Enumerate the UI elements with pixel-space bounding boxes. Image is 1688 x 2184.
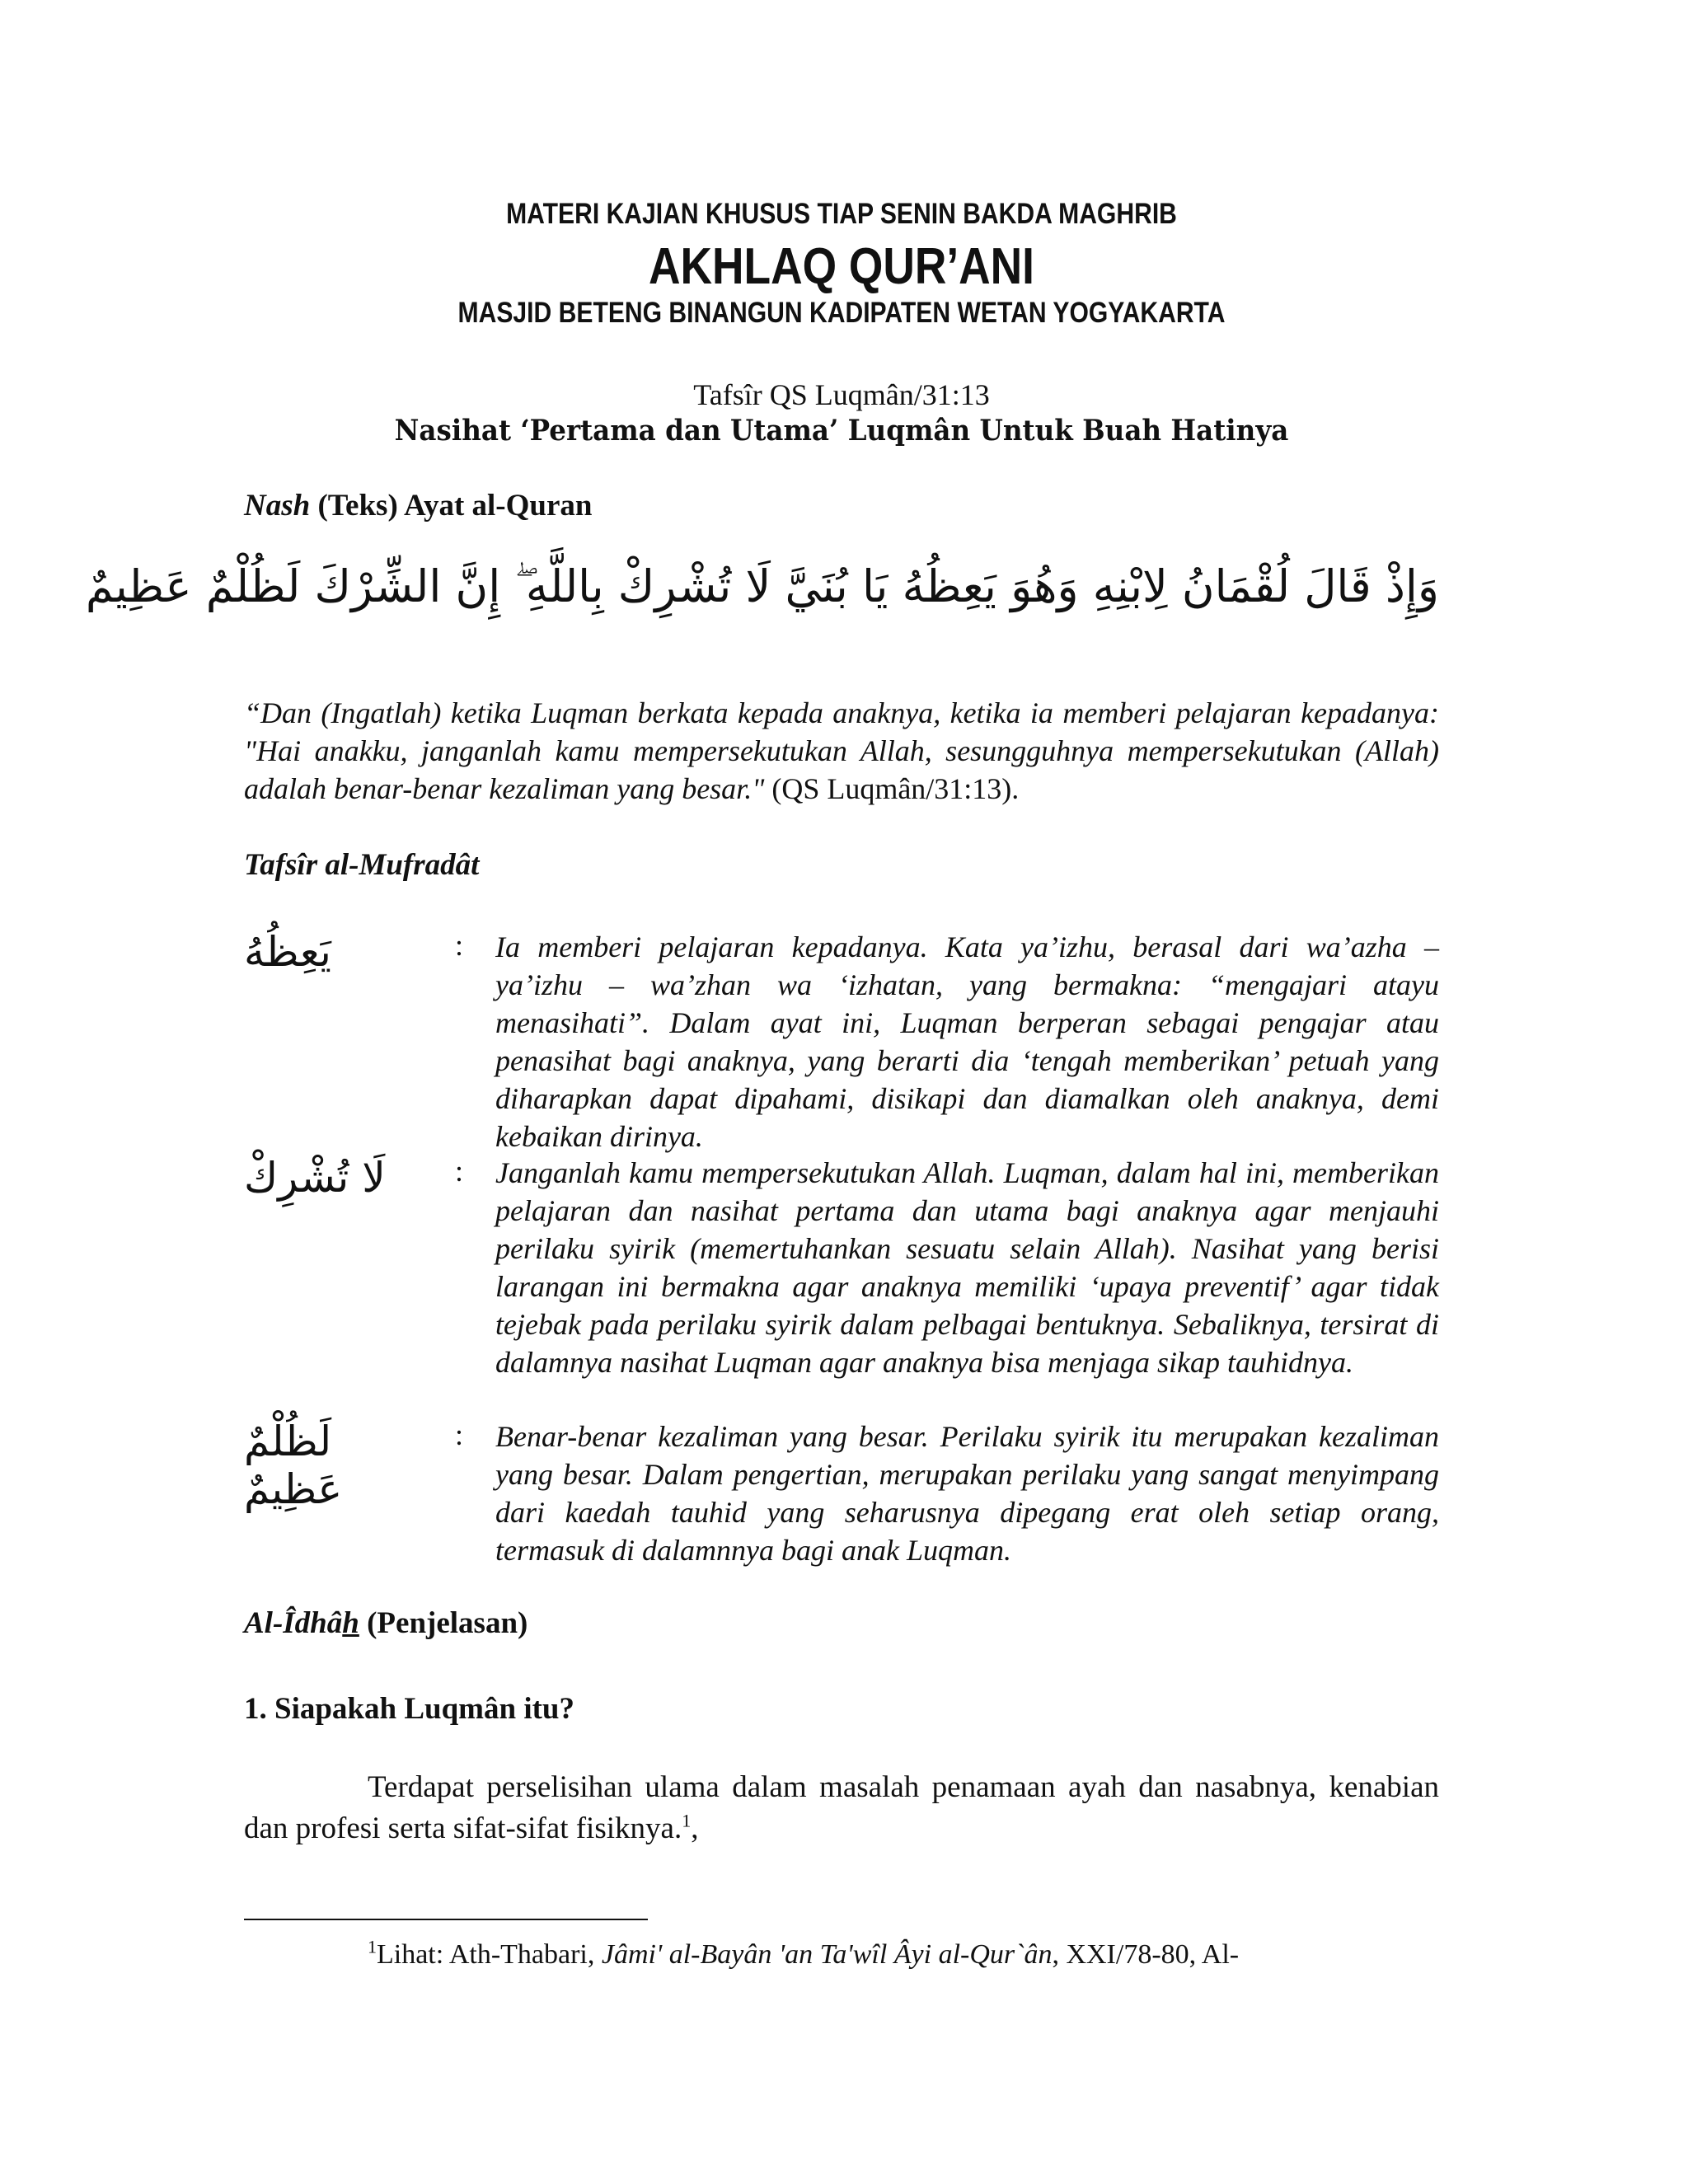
mufradat-definition: Ia memberi pelajaran kepadanya. Kata ya’izhu, berasal dari wa’azha – ya’izhu – wa’zhan wa ‘izhatan, yang bermakna: “mengajari atayu menasihati”. Dalam ayat ini, Luqman berperan sebagai pengajar atau penasihat bagi anaknya, yang berarti dia ‘tengah memberikan’ petuah yang diharapkan dapat dipahami, disikapi dan diamalkan oleh anaknya, demi kebaikan dirinya. xyxy=(495,930,1439,1153)
mufradat-definition: Janganlah kamu mempersekutukan Allah. Luqman, dalam hal ini, memberikan pelajaran dan nasihat pertama dan utama bagi anaknya agar menjauhi perilaku syirik (memertuhankan sesuatu selain Allah). Nasihat yang berisi larangan ini bermakna agar anaknya memiliki ‘upaya preventif’ agar tidak tejebak pada perilaku syirik dalam pelbagai bentuknya. Sebaliknya, tersirat di dalamnya nasihat Luqman agar anaknya bisa menjaga sikap tauhidnya. xyxy=(495,1156,1439,1379)
section-heading: 1. Siapakah Luqmân itu? xyxy=(244,1692,575,1726)
nash-heading xyxy=(244,488,593,523)
body-paragraph xyxy=(244,1767,1439,1849)
paragraph-text: Terdapat perselisihan ulama dalam masalah penamaan ayah dan nasabnya, kenabian dan profesi serta sifat-sifat fisiknya. xyxy=(244,1770,1439,1845)
footnote-suffix: , XXI/78-80, Al- xyxy=(1052,1939,1240,1970)
mufradat-arabic: لَا تُشْرِكْ xyxy=(244,1154,386,1202)
mufradat-arabic: لَظُلْمٌ عَظِيمٌ xyxy=(244,1418,343,1513)
translation-text: “Dan (Ingatlah) ketika Luqman berkata kepada anaknya, ketika ia memberi pelajaran kepadanya: "Hai anakku, janganlah kamu mempersekutukan Allah, sesungguhnya mempersekutukan (Allah) adalah benar-benar kezaliman yang besar." xyxy=(244,696,1439,805)
idhah-heading-italic xyxy=(244,1606,359,1640)
footnote-prefix: Lihat: Ath-Thabari, xyxy=(377,1939,602,1970)
mufradat-heading: Tafsîr al-Mufradât xyxy=(244,848,480,882)
footnote-marker[interactable]: 1 xyxy=(682,1810,692,1831)
nash-heading-rest: (Teks) Ayat al-Quran xyxy=(310,489,593,523)
tafsir-reference: Tafsîr QS Luqmân/31:13 xyxy=(693,378,990,411)
mufradat-colon: : xyxy=(455,1155,464,1188)
idhah-heading-rest: (Penjelasan) xyxy=(359,1606,528,1640)
header-masjid: MASJID BETENG BINANGUN KADIPATEN WETAN YOGYAKARTA xyxy=(457,297,1226,329)
mufradat-colon: : xyxy=(455,1418,464,1451)
arabic-verse: وَإِذْ قَالَ لُقْمَانُ لِابْنِهِ وَهُوَ يَعِظُهُ يَا بُنَيَّ لَا تُشْرِكْ بِاللَّهِ ۖ إِنَّ الشِّرْكَ لَظُلْمٌ عَظِيمٌ xyxy=(85,560,1439,612)
translation-reference: (QS Luqmân/31:13). xyxy=(764,772,1020,805)
mufradat-colon: : xyxy=(455,929,464,962)
mufradat-definition: Benar-benar kezaliman yang besar. Perilaku syirik itu merupakan kezaliman yang besar. Dalam pengertian, merupakan perilaku yang sangat menyimpang dari kaedah tauhid yang seharusnya dipegang erat oleh setiap orang, termasuk di dalamnnya bagi anak Luqman. xyxy=(495,1420,1439,1567)
footnote-book-title: Jâmi' al-Bayân 'an Ta'wîl Âyi al-Qur`ân xyxy=(601,1939,1053,1970)
footnote xyxy=(244,1937,1439,1973)
idhah-heading-main: Al-Îdhâ xyxy=(244,1606,343,1640)
nash-heading-italic: Nash xyxy=(244,489,311,523)
header-kajian: MATERI KAJIAN KHUSUS TIAP SENIN BAKDA MAGHRIB xyxy=(506,198,1177,230)
idhah-heading xyxy=(244,1605,528,1641)
verse-translation xyxy=(244,694,1439,808)
paragraph-end: , xyxy=(691,1811,699,1845)
subtitle: Nasihat ‘Pertama dan Utama’ Luqmân Untuk Buah Hatinya xyxy=(394,414,1289,448)
footnote-number: 1 xyxy=(368,1936,377,1957)
document-title: AKHLAQ QUR’ANI xyxy=(648,238,1035,295)
mufradat-arabic: يَعِظُهُ xyxy=(244,928,331,976)
footnote-separator xyxy=(244,1919,648,1920)
idhah-heading-underlined: h xyxy=(342,1606,359,1640)
